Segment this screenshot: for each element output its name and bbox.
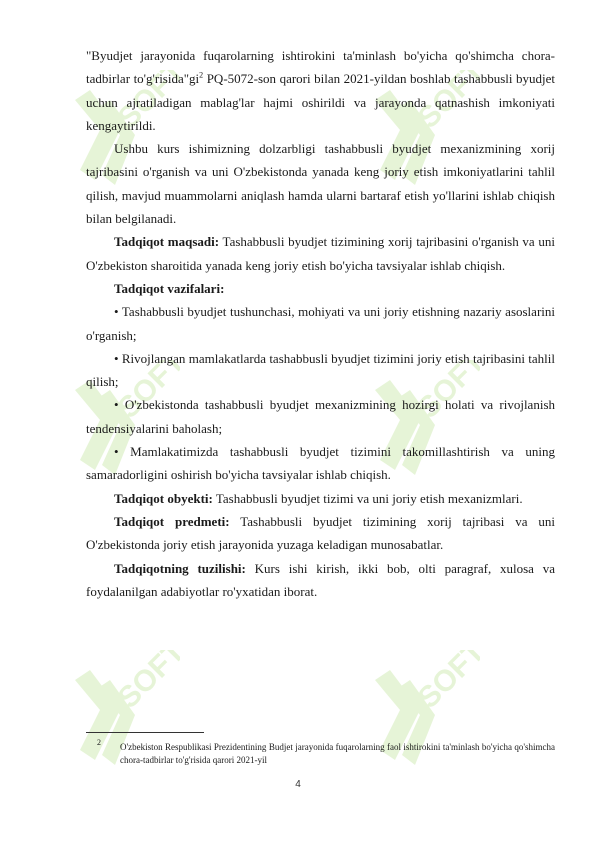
svg-text:SOFT: SOFT — [411, 360, 480, 425]
research-goal: Tadqiqot maqsadi: Tashabbusli byudjet tizimining xorij tajribasini o'rganish va uni O'zbekiston sharoitida yanada keng joriy etish bo'yicha tavsiyalar ishlab chiqish. — [86, 234, 555, 273]
bullet-icon: • — [114, 304, 119, 320]
research-object: Tadqiqot obyekti: Tashabbusli byudjet tizimi va uni joriy etish mexanizmlari. — [114, 490, 523, 506]
svg-text:SOFT: SOFT — [111, 650, 180, 715]
paragraph-relevance: Ushbu kurs ishimizning dolzarbligi tashabbusli byudjet mexanizmining xorij tajribasini o'rganish va uni O'zbekistonda yanada keng joriy etish imkoniyatlarini tahlil qilish, mavjud muammolarni aniqlash hamda ularni bartaraf etish yo'llarini ishlab chiqish bilan belgilanadi. — [86, 141, 555, 227]
footnote-number: 2 — [97, 738, 101, 747]
svg-text:SOFT: SOFT — [411, 70, 480, 135]
bullet-icon: • — [114, 444, 119, 460]
page-number: 4 — [295, 779, 301, 790]
footnote-divider — [86, 732, 204, 733]
watermark-logo — [360, 650, 480, 790]
svg-text:SOFT: SOFT — [411, 650, 480, 715]
bullet-icon: • — [114, 397, 119, 413]
task-item: • Tashabbusli byudjet tushunchasi, mohiyati va uni joriy etishning nazariy asoslarini o'rganish; — [86, 304, 555, 343]
svg-text:SOFT: SOFT — [111, 360, 180, 425]
watermark-logo — [60, 650, 180, 790]
task-item: • O'zbekistonda tashabbusli byudjet mexanizmining hozirgi holati va rivojlanish tendensiyalarini baholash; — [86, 397, 555, 436]
research-subject: Tadqiqot predmeti: Tashabbusli byudjet tizimining xorij tajribasi va uni O'zbekistonda joriy etish jarayonida yuzaga keladigan munosabatlar. — [86, 513, 555, 553]
task-item: • Mamlakatimizda tashabbusli byudjet tizimini takomillashtirish va uning samaradorligini oshirish bo'yicha tavsiyalar ishlab chiqish. — [86, 444, 555, 483]
body-text — [86, 44, 555, 603]
bullet-icon: • — [114, 350, 119, 366]
task-item: • Rivojlangan mamlakatlarda tashabbusli byudjet tizimini joriy etish tajribasini tahlil qilish; — [86, 350, 555, 390]
goal-label: Tadqiqot maqsadi: — [114, 234, 220, 250]
footnote-text: O'zbekiston Respublikasi Prezidentining Budjet jarayonida fuqarolarning faol ishtirokini ta'minlash bo'yicha qo'shimcha chora-tadbirlar to'g'risida qarori 2021-yil — [120, 742, 555, 765]
svg-text:SOFT: SOFT — [111, 70, 180, 135]
tasks-heading: Tadqiqot vazifalari: — [114, 280, 225, 296]
footnote-ref[interactable]: 2 — [199, 70, 204, 80]
research-structure: Tadqiqotning tuzilishi: Kurs ishi kirish, ikki bob, olti paragraf, xulosa va foydalanilgan adabiyotlar ro'yxatidan iborat. — [86, 560, 555, 599]
paragraph-intro: "Byudjet jarayonida fuqarolarning ishtirokini ta'minlash bo'yicha qo'shimcha chora-tadbirlar $to'g'risida"gi^2$ PQ-5072-son qarori bilan 2021-yildan boshlab tashabbusli byudjet uchun ajratiladigan mablag'lar hajmi oshirildi va jarayonda qatnashish imkoniyati kengaytirildi. — [86, 48, 555, 133]
